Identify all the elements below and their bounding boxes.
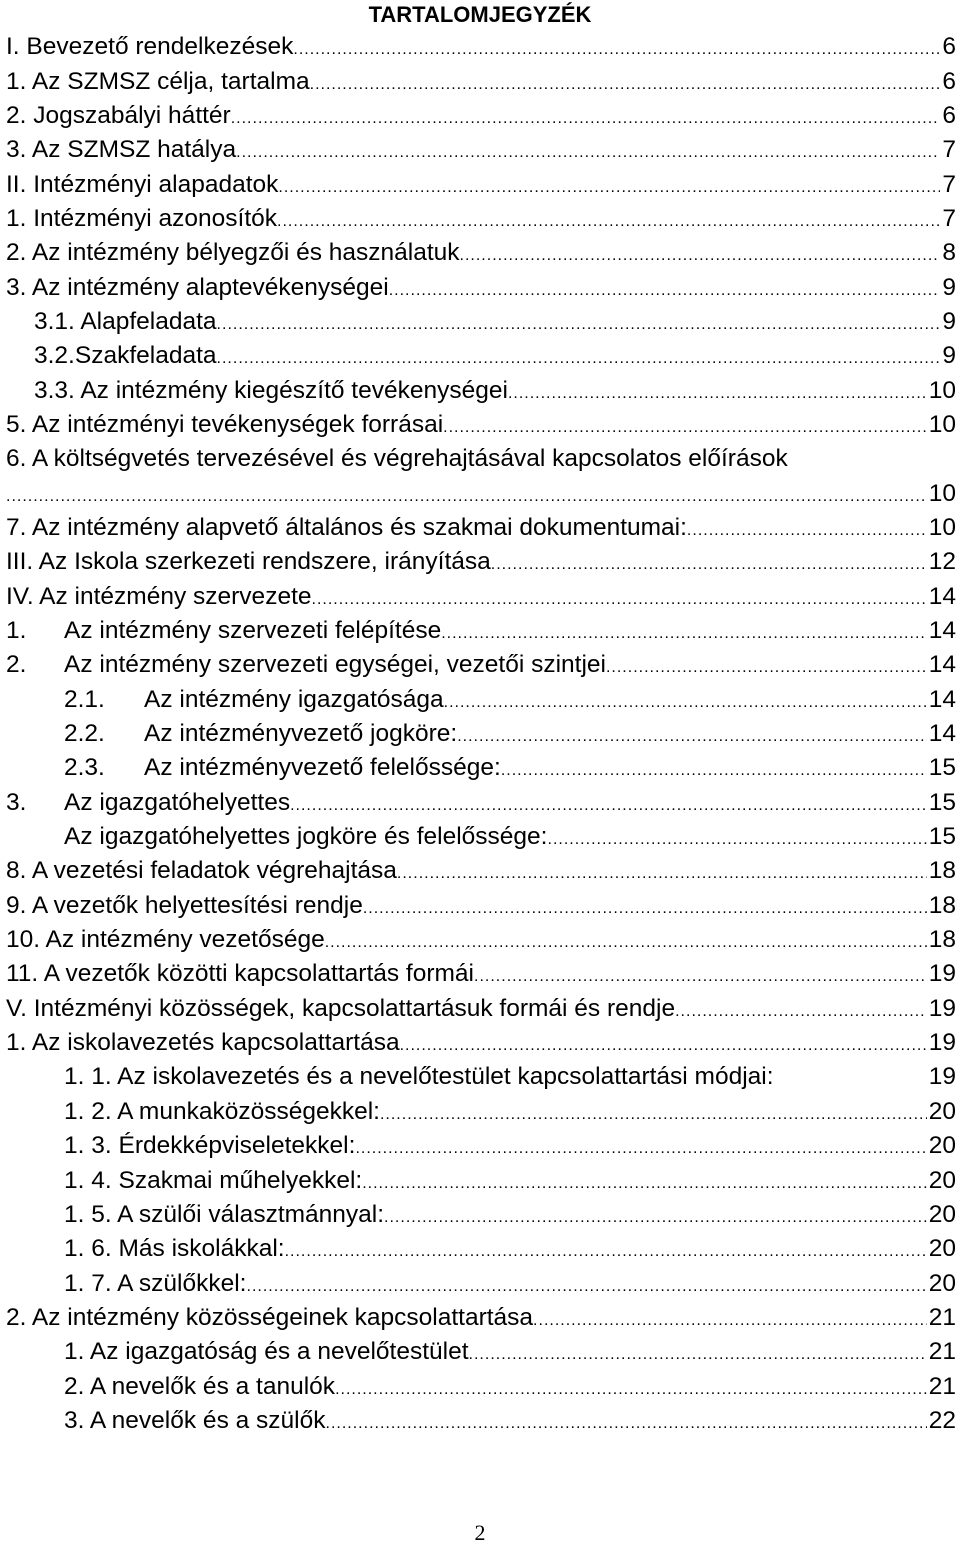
- toc-entry-text: 3. Az SZMSZ hatálya: [6, 136, 237, 164]
- toc-entry-text: III. Az Iskola szerkezeti rendszere, irányítása: [6, 548, 491, 576]
- toc-entry[interactable]: [6, 30, 960, 64]
- toc-leader-dots: [217, 350, 941, 368]
- toc-entry[interactable]: [6, 1163, 960, 1197]
- toc-leader-dots: [335, 1381, 927, 1399]
- toc-leader-dots: [355, 1140, 926, 1158]
- toc-entry-page: 6: [942, 101, 956, 129]
- toc-entry-page: 21: [928, 1303, 956, 1331]
- toc-leader-dots: [363, 900, 927, 918]
- toc-entry-page: 7: [942, 204, 956, 232]
- toc-leader-dots: [362, 1175, 927, 1193]
- toc-entry[interactable]: [6, 373, 960, 407]
- toc-leader-dots: [444, 694, 927, 712]
- toc-entry-number: 1.: [6, 617, 27, 645]
- toc-leader-dots: [278, 179, 940, 197]
- toc-entry[interactable]: [6, 99, 960, 133]
- toc-entry-text: Az igazgatóhelyettes: [64, 788, 291, 816]
- toc-entry[interactable]: [6, 1060, 960, 1094]
- toc-leader-dots: [310, 76, 941, 94]
- toc-entry-text: 1. 1. Az iskolavezetés és a nevelőtestület kapcsolattartási módjai:: [64, 1063, 774, 1091]
- toc-entry-text: 2. A nevelők és a tanulók: [64, 1372, 336, 1400]
- toc-entry-page: 18: [928, 857, 956, 885]
- toc-leader-dots: [312, 591, 927, 609]
- toc-entry[interactable]: [6, 202, 960, 236]
- toc-entry-page: 6: [942, 67, 956, 95]
- toc-entry-text: 7. Az intézmény alapvető általános és szakmai dokumentumai:: [6, 513, 687, 541]
- toc-entry-text: 2. Az intézmény bélyegzői és használatuk: [6, 239, 460, 267]
- toc-entry-page: 9: [942, 342, 956, 370]
- toc-entry-text: 1. Intézményi azonosítók: [6, 204, 278, 232]
- toc-entry-text: Az intézmény igazgatósága: [144, 685, 444, 713]
- toc-entry-page: 21: [928, 1338, 956, 1366]
- toc-leader-dots: [384, 1209, 927, 1227]
- toc-entry-page: 14: [928, 617, 956, 645]
- toc-entry-page: 12: [928, 548, 956, 576]
- toc-entry-text: V. Intézményi közösségek, kapcsolattartásuk formái és rendje: [6, 994, 676, 1022]
- toc-entry[interactable]: [6, 167, 960, 201]
- toc-entry-page: 14: [928, 651, 956, 679]
- toc-entry-page: 20: [928, 1097, 956, 1125]
- toc-entry[interactable]: [6, 1335, 960, 1369]
- toc-title: TARTALOMJEGYZÉK: [368, 2, 592, 27]
- toc-entry[interactable]: [6, 683, 960, 717]
- toc-entry-text: 1. Az igazgatóság és a nevelőtestület: [64, 1338, 469, 1366]
- toc-leader-dots: [380, 1106, 927, 1124]
- toc-entry[interactable]: [6, 889, 960, 923]
- toc-entry[interactable]: [6, 751, 960, 785]
- toc-entry[interactable]: [6, 339, 960, 373]
- toc-entry-text: 3. A nevelők és a szülők: [64, 1406, 326, 1434]
- toc-entry[interactable]: [6, 64, 960, 98]
- page-number: 2: [474, 1520, 486, 1545]
- toc-entry-page: 21: [928, 1372, 956, 1400]
- toc-leader-dots: [501, 762, 927, 780]
- toc-entry[interactable]: [6, 133, 960, 167]
- toc-entry[interactable]: [6, 648, 960, 682]
- toc-entry-text: 1. 3. Érdekképviseletekkel:: [64, 1132, 356, 1160]
- toc-leader-dots: [293, 41, 940, 59]
- toc-leader-dots: [290, 797, 927, 815]
- toc-entry-text: I. Bevezető rendelkezések: [6, 33, 294, 61]
- toc-entry-text: 6. A költségvetés tervezésével és végrehajtásával kapcsolatos előírások: [6, 445, 788, 473]
- toc-entry[interactable]: [6, 236, 960, 270]
- toc-leader-dots: [285, 1243, 927, 1261]
- toc-entry-page: 10: [928, 376, 956, 404]
- toc-entry-text: 3.3. Az intézmény kiegészítő tevékenységei: [34, 376, 508, 404]
- toc-entry-page: 20: [928, 1166, 956, 1194]
- toc-entry-page: 15: [928, 754, 956, 782]
- toc-entry-text: 5. Az intézményi tevékenységek forrásai: [6, 410, 444, 438]
- toc-leader-dots: [277, 213, 940, 231]
- toc-leader-dots: [397, 865, 927, 883]
- toc-entry-text: II. Intézményi alapadatok: [6, 170, 279, 198]
- toc-entry-page: 14: [928, 720, 956, 748]
- toc-entry[interactable]: [6, 1266, 960, 1300]
- toc-entry-text: Az intézményvezető felelőssége:: [144, 754, 501, 782]
- toc-entry-text: 3.2.Szakfeladata: [34, 342, 217, 370]
- toc-leader-dots: [325, 934, 927, 952]
- toc-entry-page: 18: [928, 891, 956, 919]
- toc-entry-page: 7: [942, 170, 956, 198]
- toc-leader-dots: [675, 1003, 927, 1021]
- toc-list: [6, 30, 960, 1438]
- toc-entry[interactable]: [6, 786, 960, 820]
- toc-entry[interactable]: [6, 511, 960, 545]
- toc-entry[interactable]: [6, 442, 960, 476]
- toc-leader-dots: [236, 144, 940, 162]
- toc-entry[interactable]: [6, 1404, 960, 1438]
- toc-entry[interactable]: [6, 545, 960, 579]
- toc-entry-page: 20: [928, 1132, 956, 1160]
- toc-leader-dots: [441, 625, 927, 643]
- toc-entry[interactable]: [6, 305, 960, 339]
- toc-entry-number: 3.: [6, 788, 27, 816]
- toc-entry[interactable]: [6, 1232, 960, 1266]
- toc-entry[interactable]: [6, 1129, 960, 1163]
- toc-entry-page: 20: [928, 1269, 956, 1297]
- toc-entry-page: 19: [928, 960, 956, 988]
- toc-leader-dots: [474, 968, 927, 986]
- toc-entry-text: 1. 7. A szülőkkel:: [64, 1269, 247, 1297]
- toc-entry[interactable]: [6, 1026, 960, 1060]
- toc-entry-page: 14: [928, 582, 956, 610]
- toc-entry-page: 20: [928, 1235, 956, 1263]
- toc-leader-dots: [400, 1037, 927, 1055]
- toc-entry-text: IV. Az intézmény szervezete: [6, 582, 312, 610]
- toc-entry-text: Az intézményvezető jogköre:: [144, 720, 458, 748]
- toc-entry-text: 2. Jogszabályi háttér: [6, 101, 231, 129]
- toc-entry[interactable]: [6, 854, 960, 888]
- toc-entry[interactable]: [6, 1198, 960, 1232]
- toc-leader-dots: [326, 1415, 927, 1433]
- toc-entry[interactable]: [6, 923, 960, 957]
- toc-entry-page: 10: [928, 513, 956, 541]
- toc-entry-text: 1. Az iskolavezetés kapcsolattartása: [6, 1029, 400, 1057]
- toc-leader-dots: [606, 659, 927, 677]
- toc-entry-text: 1. 5. A szülői választmánnyal:: [64, 1200, 385, 1228]
- toc-leader-dots: [469, 1346, 927, 1364]
- toc-entry-page: 14: [928, 685, 956, 713]
- toc-entry-text: 3. Az intézmény alaptevékenységei: [6, 273, 389, 301]
- toc-entry-text: Az intézmény szervezeti egységei, vezetői szintjei: [64, 651, 606, 679]
- toc-entry-continuation[interactable]: [6, 476, 960, 510]
- toc-entry-text: 8. A vezetési feladatok végrehajtása: [6, 857, 397, 885]
- toc-entry-page: 9: [942, 307, 956, 335]
- toc-entry-number: 2.1.: [64, 685, 105, 713]
- toc-entry[interactable]: [6, 270, 960, 304]
- toc-entry[interactable]: [6, 614, 960, 648]
- toc-leader-dots: [231, 110, 941, 128]
- toc-entry[interactable]: [6, 717, 960, 751]
- toc-entry-page: 22: [928, 1406, 956, 1434]
- toc-entry-page: 9: [942, 273, 956, 301]
- toc-entry-page: 18: [928, 926, 956, 954]
- toc-entry[interactable]: [6, 957, 960, 991]
- toc-entry-number: 2.: [6, 651, 27, 679]
- toc-entry-page: 6: [942, 33, 956, 61]
- toc-leader-dots: [533, 1312, 927, 1330]
- toc-entry-text: 1. 2. A munkaközösségekkel:: [64, 1097, 380, 1125]
- toc-entry-page: 19: [928, 1063, 956, 1091]
- toc-entry-text: 10. Az intézmény vezetősége: [6, 926, 325, 954]
- toc-leader-dots: [491, 556, 927, 574]
- toc-entry-number: 2.3.: [64, 754, 105, 782]
- toc-entry-page: 10: [928, 410, 956, 438]
- toc-entry-text: 11. A vezetők közötti kapcsolattartás formái: [6, 960, 475, 988]
- toc-leader-dots: [443, 419, 927, 437]
- toc-entry-text: Az igazgatóhelyettes jogköre és felelőssége:: [64, 823, 548, 851]
- toc-entry[interactable]: [6, 1095, 960, 1129]
- toc-leader-dots: [217, 316, 941, 334]
- toc-leader-dots: [548, 831, 927, 849]
- toc-entry[interactable]: [6, 820, 960, 854]
- toc-entry-page: 8: [942, 239, 956, 267]
- toc-entry-text: 1. 6. Más iskolákkal:: [64, 1235, 285, 1263]
- toc-entry[interactable]: [6, 1301, 960, 1335]
- toc-entry-page: 15: [928, 823, 956, 851]
- toc-entry-page: 19: [928, 994, 956, 1022]
- toc-entry-number: 2.2.: [64, 720, 105, 748]
- toc-entry[interactable]: [6, 580, 960, 614]
- toc-leader-dots: [6, 488, 927, 506]
- toc-leader-dots: [457, 728, 927, 746]
- toc-entry-text: 9. A vezetők helyettesítési rendje: [6, 891, 363, 919]
- toc-leader-dots: [508, 385, 927, 403]
- toc-entry[interactable]: [6, 408, 960, 442]
- toc-entry-page: 19: [928, 1029, 956, 1057]
- toc-entry-text: 1. Az SZMSZ célja, tartalma: [6, 67, 310, 95]
- toc-entry-text: 1. 4. Szakmai műhelyekkel:: [64, 1166, 363, 1194]
- toc-leader-dots: [460, 247, 941, 265]
- toc-leader-dots: [389, 282, 941, 300]
- toc-entry[interactable]: [6, 992, 960, 1026]
- toc-leader-dots: [687, 522, 927, 540]
- toc-entry-page: 7: [942, 136, 956, 164]
- toc-entry[interactable]: [6, 1369, 960, 1403]
- toc-entry-text: 2. Az intézmény közösségeinek kapcsolattartása: [6, 1303, 534, 1331]
- toc-entry-text: Az intézmény szervezeti felépítése: [64, 617, 442, 645]
- toc-leader-dots: [247, 1278, 927, 1296]
- toc-entry-page: 20: [928, 1200, 956, 1228]
- toc-entry-text: 3.1. Alapfeladata: [34, 307, 217, 335]
- toc-entry-page: 15: [928, 788, 956, 816]
- toc-entry-page: 10: [928, 479, 956, 507]
